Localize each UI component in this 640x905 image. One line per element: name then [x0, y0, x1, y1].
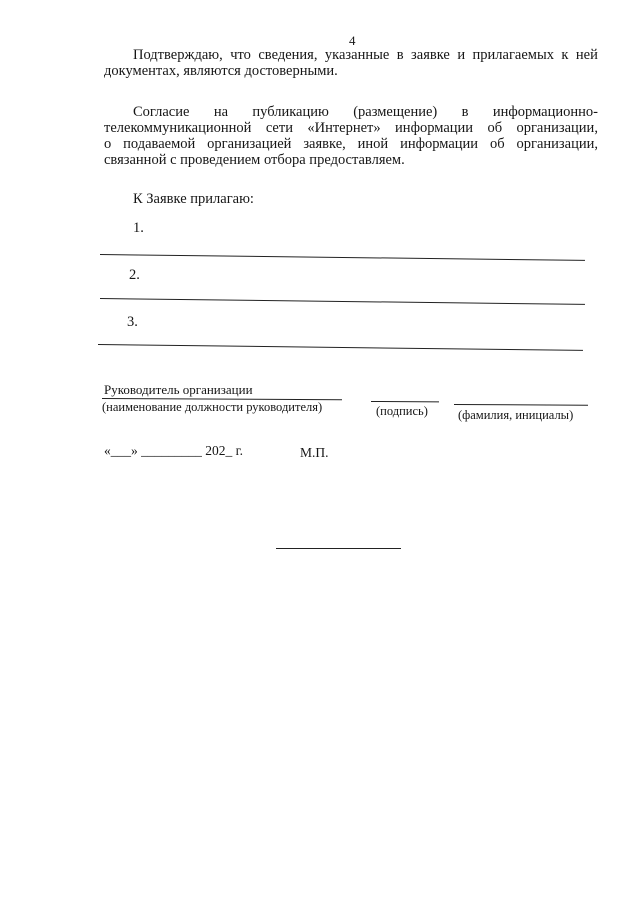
word: организации,: [516, 120, 598, 136]
stamp-label: М.П.: [300, 445, 329, 460]
word: заявке: [411, 47, 450, 63]
attachment-line: [98, 344, 583, 351]
word: что: [230, 47, 251, 63]
word: телекоммуникационной: [104, 120, 252, 136]
date-field: «___» _________ 202_ г.: [104, 443, 244, 458]
attachment-line: [100, 298, 585, 305]
position-value: Руководитель организации: [104, 382, 253, 397]
word: подаваемой: [123, 136, 196, 152]
page-number: 4: [349, 33, 356, 48]
word: указанные: [324, 47, 390, 63]
word: и: [457, 47, 466, 63]
word: об: [489, 136, 505, 152]
word: организацией: [207, 136, 292, 152]
confirmation-line: документах, являются достоверными.: [104, 63, 338, 79]
consent-paragraph: [104, 104, 598, 168]
word: информации: [400, 136, 479, 152]
attachments-heading: К Заявке прилагаю:: [133, 191, 254, 207]
confirmation-line: [104, 47, 598, 63]
word: информации: [395, 120, 474, 136]
word: публикацию: [252, 104, 329, 120]
signature-hint: (подпись): [376, 404, 428, 418]
attachment-item-number: 1.: [133, 220, 144, 236]
word: в: [396, 47, 404, 63]
name-line: [454, 404, 588, 406]
consent-line: связанной с проведением отбора предоставляем.: [104, 152, 405, 168]
word: заявке,: [303, 136, 346, 152]
word: ней: [575, 47, 598, 63]
word: Подтверждаю,: [133, 47, 223, 63]
attachment-line: [100, 254, 585, 261]
signature-line: [371, 401, 439, 402]
consent-line: [104, 136, 598, 152]
confirmation-paragraph: [104, 47, 598, 79]
word: информационно-: [492, 104, 598, 120]
name-hint: (фамилия, инициалы): [458, 408, 574, 422]
word: Согласие: [133, 104, 190, 120]
word: о: [104, 136, 112, 152]
closing-separator: [276, 548, 401, 549]
word: «Интернет»: [307, 120, 381, 136]
word: иной: [357, 136, 389, 152]
word: в: [461, 104, 469, 120]
word: к: [561, 47, 569, 63]
consent-line: [104, 104, 598, 120]
word: прилагаемых: [472, 47, 554, 63]
word: сети: [265, 120, 293, 136]
position-hint: (наименование должности руководителя): [102, 400, 323, 414]
word: организации,: [516, 136, 598, 152]
attachment-item-number: 3.: [127, 314, 138, 330]
word: на: [213, 104, 229, 120]
attachment-item-number: 2.: [129, 267, 140, 283]
word: сведения,: [258, 47, 318, 63]
word: об: [487, 120, 503, 136]
word: (размещение): [353, 104, 438, 120]
consent-line: [104, 120, 598, 136]
